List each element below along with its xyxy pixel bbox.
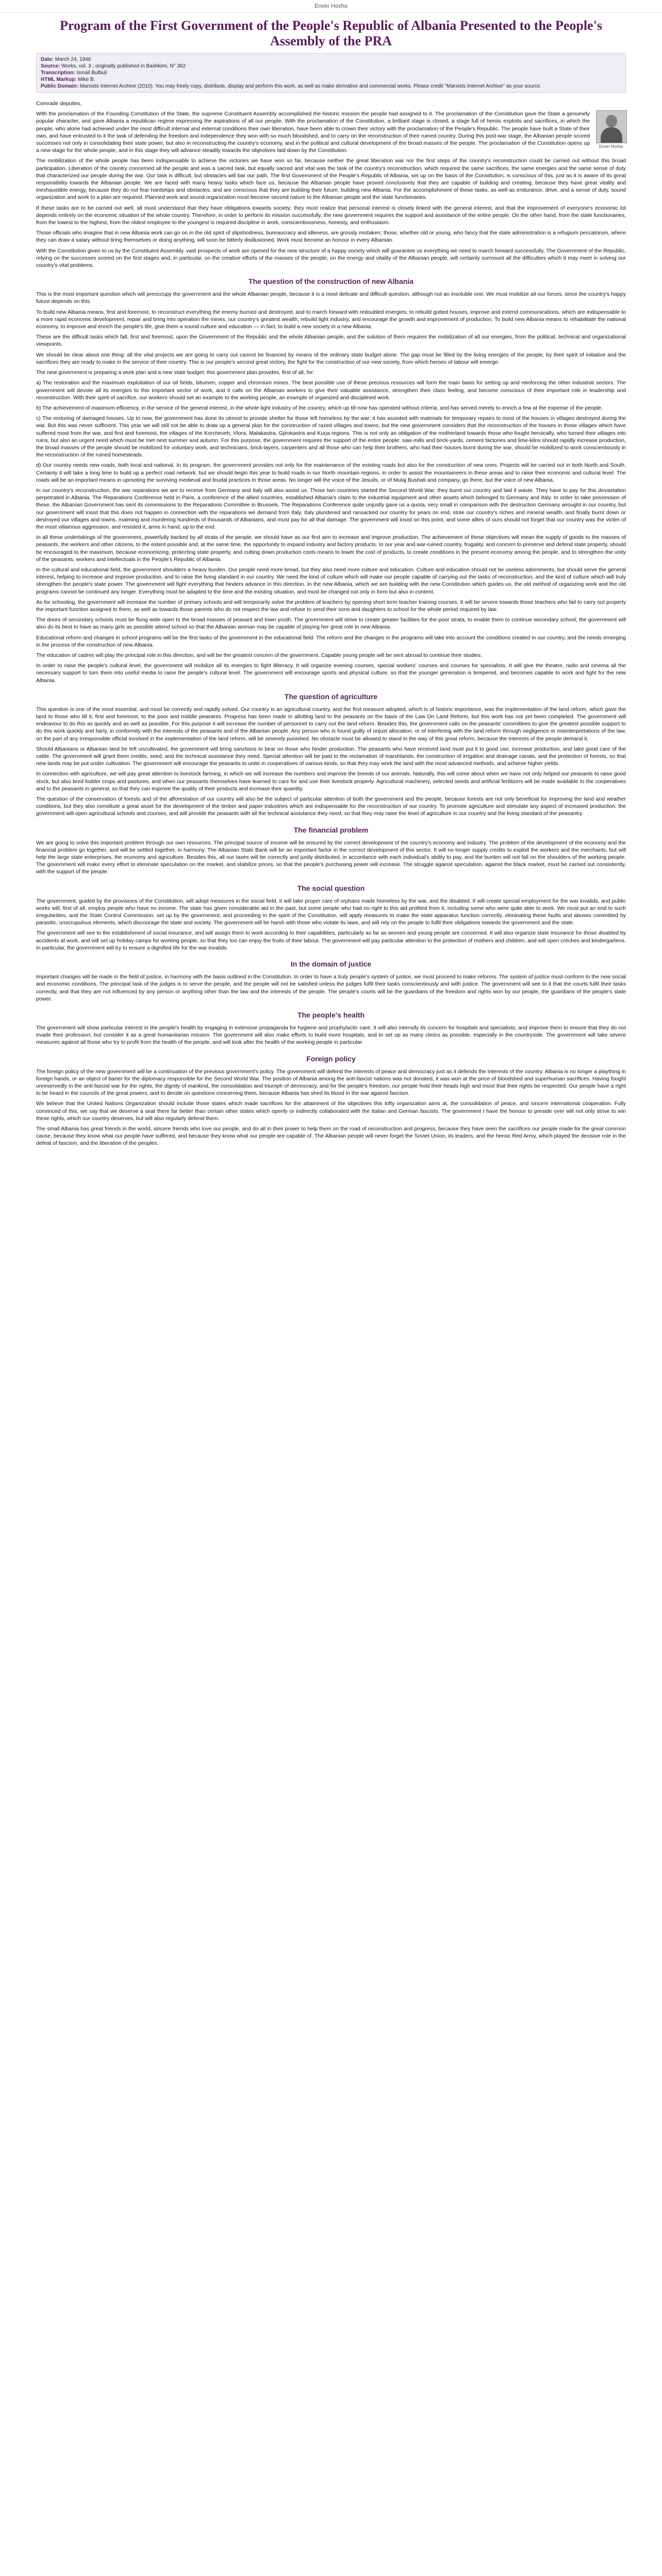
paragraph: With the Constitution given to us by the Constituent Assembly, vast prospects of work are opened for the new structure of a happy society which will guarantee us everything we need to march forward successfully. The Government of the Republic, relying on the successes scored on the first stages and, in particular, on the creative efforts of the masses of the people, on the energy and vitality of the Albanian people, will certainly surmount all the difficulties which it may meet in solving our country's vital problems.	[36, 247, 626, 269]
paragraph: The small Albania has great friends in the world, sincere friends who love our people, and do all in their power to help them on the road of reconstruction and progress, because they have seen the sacrifices our people made for the great common cause, because they know what our people have suffered, and because they know what our people are capable of. The Albanian people will never forget the Soviet Union, its leaders, and the heroic Red Army, which played the decisive role in the defeat of fascism, and the liberation of the peoples.	[36, 1125, 626, 1147]
paragraph: The doors of secondary schools must be flung wide open to the broad masses of peasant and town youth. The government will strive to create greater facilities for the poor strata, to enable them to continue secondary school; the government will also do its best to have as many girls as possible attend school so that the Albanian woman may be capable of playing her great role in new Albania.	[36, 617, 626, 631]
section-heading: Foreign policy	[306, 1054, 356, 1063]
author-portrait	[596, 110, 626, 149]
paragraph: In the cultural and educational field, the government shoulders a heavy burden. Our people need more bread, but they also need more culture and education. Culture and education should not be useless adornments, but should serve the general interest, helping to increase and improve production, and to raise the living standard in our country. We need the kind of culture which will make our people capable of carrying out the tasks of reconstruction, and the kind of culture which will truly strengthen the people's state power. The government will fight everything that hinders advance in this direction. In the new Albania, which we are building with the new Constitution which guides us, the old method of organizing work and the old programs cannot be continued any longer. Everything must be adapted to the time and the existing situation, and must be changed not only in form but also in content.	[36, 566, 626, 595]
paragraph: Important changes will be made in the field of justice, in harmony with the basis outlined in the Constitution. In order to have a truly people's system of justice, we must proceed to make reforms. The system of justice must conform to the new social and economic conditions. The principal task of the judges is to serve the people, and the people will not be satisfied unless the judges fulfil their tasks conscientiously and with justice. The government will see to it that the courts fulfil their tasks correctly, and that they are not influenced by any person or anything other than the law and the interests of the people. The people's courts will be the guardians of the freedom and rights won by our people, the guardians of the people's state power.	[36, 974, 626, 1002]
paragraph: The new government is preparing a work plan and a new state budget; this government plan provides, first of all, for:	[36, 369, 315, 376]
paragraph: Should Albanians or Albanian land be left uncultivated, the government will bring sanctions to bear on those who hinder production. The peasants who have received land must put it to good use, increase production, and take good care of the cattle. The government will grant them credits, seed, and the technical assistance they need. Special attention will be paid to the reclamation of marshlands, the construction of irrigation and drainage canals, and the protection of forests, so that new lands may be put under cultivation. The government will encourage the peasants to unite in cooperatives of various kinds, so that they may work the land with the most advanced methods, and achieve higher yields.	[36, 745, 626, 767]
meta-source: Source: Works, vol. 3 ; originally published in Bashkimi, N° 362	[41, 63, 186, 69]
paragraph: c) The restoring of damaged houses. Up to now, the government has done its utmost to provide shelter for those left homeless by the war; it has assisted with materials for temporary repairs to most of the houses in villages destroyed during the war. But this was never sufficient. This year we will still not be able to draw up a general plan for the construction of razed villages and towns, but the new government considers that the reconstruction of the houses in those villages which have suffered most from the war, and first and foremost, the villages of the Korcheveh, Vlora, Malakastra, Gjirokastra and Kurja regions. This is not only an obligation of the motherland towards those who fought heroically, who turned their villages into ruins, but also an urgent need which must be met next summer and autumn. For this purpose, the government requires the support of the entire people: saw-mills and brick-yards, cement factories and lime-kilns should rapidly increase production, the broad masses of the people should be mobilized for voluntary work, and technicians, brick-layers, carpenters and all those who can help their brothers, who had their houses burnt during the war, should be mobilized to work conscientiously in the reconstruction of the ruined homesteads.	[36, 415, 626, 459]
paragraph: The foreign policy of the new government will be a continuation of the previous government's policy. The government will defend the interests of peace and democracy just as it defends the interests of the country. Albania is no longer a plaything in foreign hands, or an object of barter for the diplomacy responsible for the Second World War. The position of Albania among the anti-fascist nations was not donated, it was won at the price of bloodshed and superhuman sacrifices. Having fought unreservedly in the anti-fascist war for the rights, the dignity of mankind, the consolidation and triumph of democracy, and for the people's freedom, our people hold their heads high and insist that their rights be respected. Our people have a right to be heard in the councils of the great powers, and to decide on questions concerning them, because Albania has shed its blood in the war against fascism.	[36, 1068, 626, 1097]
paragraph: Those officials who imagine that in new Albania work can go on in the old spirit of slipshodness, bureaucracy and idleness, are grossly mistaken; those, whether old or young, who fancy that the state administration is a refugium peccatorum, where they can draw a salary without tiring themselves or doing anything, will soon be bitterly disillusioned. Work must become an honour in every Albanian.	[36, 230, 626, 244]
paragraph: We are going to solve this important problem through our own resources. The principal source of income will be ensured by the correct development of the country's economy and industry. The problem of the development of the economy and the financial problem go together, and will be settled together, in harmony. The Albanian State Bank will be an important factor in the correct development of this sector. It will no longer supply credits to exploit the workers and the merchants, but will help the large state enterprises, the economy and agriculture. Besides this, all our taxes will be correctly and justly distributed, in accordance with each individual's ability to pay, and the burden will not fall on the shoulders of the working people. The government will make every effort to eliminate speculation on the market, and stabilize prices, so that the people's purchasing power will increase. The struggle against speculation, against the black market, must be carried out consistently, with the support of the people.	[36, 839, 626, 875]
section-heading: The financial problem	[293, 825, 369, 834]
paragraph: Educational reform and changes in school programs will be the first tasks of the government in the educational field. The reform and the changes in the programs will take into account the conditions created in our country, and the needs emerging in the process of the construction of new Albania.	[36, 634, 626, 648]
paragraph: d) Our country needs new roads, both local and national. In its program, the government provides not only for the maintenance of the existing roads but also for the construction of new ones. Projects will be carried out in both North and South. Certainly it will take a long time to build up a perfect road network, but we should begin this year to build roads in our North mountain regions, in order to assist the mountaineers in these areas and to raise their economic and cultural level. The roads will be an important means in uprooting the surviving medieval and feudal practices in those areas. No longer will the voice of the Jesuits, or of Mulaj Bushati and company, go there, but the voice of new Albania.	[36, 462, 626, 483]
paragraph: If these tasks are to be carried out well, all must understand that they have obligations towards society; they must realize that personal interest is closely linked with the general interest, and that the improvement of everyone's economic lot depends entirely on the economic situation of the whole country. Therefore, in order to perform its mission successfully, the new government requires the support and assistance of the entire people. On the other hand, from the state functionaries, from the lowest to the highest, from the oldest employee to the youngest is required discipline in work, conscientiousness, honesty, and enthusiasm.	[36, 205, 626, 226]
section-heading: In the domain of justice	[290, 960, 372, 969]
paragraph: We should be clear about one thing: all the vital projects we are going to carry out cannot be financed by means of the ordinary state budget alone. The gap must be filled by the living energies of the people, by their spirit of initiative and the sacrifices they are ready to make in the service of their country. This is our people's second great victory, the fight for the construction of our new society, from which heroes of labour will emerge.	[36, 351, 626, 365]
section-heading: The people's health	[297, 1010, 365, 1019]
paragraph: The government will show particular interest in the people's health by engaging in extensive propaganda for hygiene and prophylactic care. It will also intensify its concern for hospitals and specialists, and improve them to ensure that they do not evade their profession, but consider it as a great humanitarian mission. The government will also make efforts to build more hospitals, and to set up as many clinics as possible, especially in the countryside. The government will take severe measures against all those who try to profit from the health of the people, and will look after the health of the working people in particular.	[36, 1024, 626, 1046]
paragraph: The education of cadres will play the principal role in this direction, and will be the greatest concern of the government. Capable young people will be sent abroad to continue their studies.	[36, 652, 483, 658]
meta-date: Date: March 24, 1946	[41, 57, 91, 62]
paragraph: The government will see to the establishment of social insurance, and will assign them to work according to their capabilities, particularly as far as women and young people are concerned. It will also organize state insurance for those disabled by accidents at work, and will set up holiday camps for working people, so that they too can enjoy the fruits of their labour. The government will pay particular attention to the protection of mothers and children, and will open crèches and kindergartens. In particular, the government will try to ensure a dignified life for the war invalids.	[36, 930, 626, 951]
paragraph: These are the difficult tasks which fall, first and foremost, upon the Government of the Republic and the whole Albanian people, and the solution of them requires the mobilization of all our energies, from the political, technical and organizational viewpoints.	[36, 334, 626, 348]
article	[0, 18, 662, 1147]
paragraph: As for schooling, the government will increase the number of primary schools and will temporarily solve the problem of teachers by opening short term teacher training courses. It will be severe towards those teachers who fail to carry out properly the important function assigned to them, as well as towards those parents who do not respect the law and refuse to send their sons and daughters to school for the whole period required by law.	[36, 599, 626, 613]
portrait-photo	[596, 110, 627, 143]
section-heading: The question of agriculture	[284, 692, 378, 701]
paragraph: This is the most important question which will preoccupy the government and the whole Albanian people, because it is a most delicate and difficult question, although not an insoluble one. We must mobilize all our forces, since the country's happy future depends on this.	[36, 291, 626, 305]
portrait-caption: Enver Hoxha	[599, 144, 623, 149]
paragraph: In all these undertakings of the government, powerfully backed by all strata of the people, we should have as our first aim to increase and improve production. The achievement of these objectives will mean the supply of goods to the masses of peasants, the workers and other citizens, to the extent possible and, at the same time, the opportunity to expand industry and factory products. In our year and war-ruined country, frugality, and concern to preserve and defend state property, should be encouraged to the maximum, because economizing, protecting state property, and cutting down production costs means to lower the cost of products, to create conditions in the present economy among the people, and to strengthen the unity of the peasants, workers and intellectuals in the People's Republic of Albania.	[36, 534, 626, 563]
paragraph: With the proclamation of the Founding Constitution of the State, the supreme Constituent Assembly accomplished the historic mission the people had assigned to it. The proclamation of the Constitution gave the State a genuinely popular character, and gave Albania a republican regime expressing the aspirations of all our people. With the proclamation of the Constitution, a brilliant stage is closed, a stage full of heroic exploits and sacrifices, in which the people, who alone had achieved under the most difficult internal and external conditions their own liberation, have been able to crown their victory with the proclamation of the People's Republic. The people have built a State of their own, and have entrusted to it the task of defending the freedom and independence they won with so much bloodshed, and to carry on the reconstruction of their ruined country. During this post-war stage, the Albanian people scored successes not only in consolidating their state power, but also in reconstructing the country's economy, and in the political and cultural development of the broad masses of the people. The proclamation of the Constitution opens up a new stage for the whole people, and in this stage they will advance steadily towards the objectives laid down by the Constitution.	[36, 111, 590, 154]
paragraph: In connection with agriculture, we will pay great attention to livestock farming, in which we will increase the numbers and improve the breeds of our animals. Naturally, this will come about when we have not only helped our peasants to raise good stock, but also bred fodder crops and pastures, and when our peasants themselves have learned to care for and use their livestock properly. Agricultural machinery, selected seeds and artificial fertilizers will be made available to the cooperatives and to the peasants in general, so that they can improve the quality of their products and increase their quantity.	[36, 771, 626, 792]
section-heading: The social question	[297, 884, 365, 892]
meta-public-domain: Public Domain: Marxists Internet Archive (2010). You may freely copy, distribute, display and perform this work; as well as make derivative and commercial works. Please credit "Marxists Internet Archive" as your source.	[41, 83, 542, 89]
page-title: Program of the First Government of the People's Republic of Albania Presented to the People's Assembly of the PRA	[60, 18, 602, 48]
paragraph: We believe that the United Nations Organization should include those states which made sacrifices for the attainment of the objectives this lofty organization aims at, the consolidation of peace, and sincere international cooperation. Fully convinced of this, we say that we deserve a seat there far better than certain other states which openly or indirectly collaborated with the Italian and German fascists. The government I have the honour to preside over will not only strive to win these rights, which our country deserves, but will also regularly defend them.	[36, 1100, 626, 1122]
meta-transcription: Transcription: Ismail Bulbuli	[41, 70, 107, 76]
metadata-box	[36, 53, 626, 93]
meta-html-markup: HTML Markup: Mike B.	[41, 77, 95, 82]
paragraph: The question of the conservation of forests and of the afforestation of our country will also be the subject of particular attention of both the government and the people, because forests are not only beneficial for improving the land and weather conditions, but they also constitute a great asset for the development of the timber and paper industries which are indispensable for the reconstruction of our country. To promote agriculture and stimulate any aspect of increased production, the government will open agricultural schools and courses, and will provide the peasants with all the technical assistance they need, so that they may raise the level of agriculture in our country and the living standard of the peasantry.	[36, 796, 626, 817]
paragraph: The government, guided by the provisions of the Constitution, will adopt measures in the social field. It will take proper care of orphans made homeless by the war, and the disabled. It will create special employment for the war invalids, and public works will, first of all, employ people who have no income. The state has given considerable aid in the past, but some people who had no right to this aid profited from it, including some who were quite able to work. We must put an end to such irregularities, and the State Control Commission, set up by the government, and proceeding in the spirit of the Constitution, will apply measures to make the state apparatus function correctly, eliminating these faults and abuses committed by parasitic, unscrupulous elements, which discourage the state and society. The government will be harsh with those who violate its laws, and will rely on the people to fulfil their obligations towards the government and the state.	[36, 897, 626, 926]
article-body	[36, 100, 626, 1147]
author-header: Enver Hoxha	[0, 0, 662, 13]
paragraph: Comrade deputies,	[36, 100, 82, 107]
paragraph: This question is one of the most essential, and must be correctly and rapidly solved. Our country is an agricultural country, and the first measure adopted, which is of historic importance, was the implementation of the land reform, which gave the land to those who till it, first and foremost, to the poor and middle peasants. Progress has been made in allotting land to the peasants on the basis of the Law On Land Reform, but this work has not yet been completed. The government will endeavour to do this as quickly and as well as possible. For this purpose it will increase the number of personnel to carry out the land reform. Besides this, the government calls on the peasants' committees to give the greatest possible support to do this work quickly and fairly, in conformity with the interests of the peasants and of the Albanian people. Any person who is found guilty of unjust allocation, or of interfering with the land reform through negligence or misinterpretations of the law, on the part of any irresponsible official involved in the implementation of the land reform, will be severely punished. No obstacle must be allowed to stand in the way of this great reform, because the interests of the people demand it.	[36, 706, 626, 742]
paragraph: a) The restoration and the maximum exploitation of our oil fields, bitumen, copper and chromium mines. The best possible use of these precious resources will form the main basis for setting up and reinforcing the other industrial sectors. The government will devote all its energies to this important sector of work, and it calls on the Albanian workers to give their valuable assistance, strengthen their class feeling, and become conscious of their important role in leadership and reconstruction. With their spirit of sacrifice, our workers should set an example to the working people, an example of organized and disciplined work.	[36, 380, 626, 401]
paragraph: The mobilization of the whole people has been indispensable to achieve the victories we have won so far, because neither the great liberation war nor the first steps of the country's reconstruction could be carried out without this broad participation. Liberation of the country concerned all the people and was a sacred task, but equally sacred and vital was the task of the country's reconstruction, which required the same sacrifices, the same energies and the same sense of duty that characterized our people during the war. Our task is difficult, but obstacles will bar our path. The first Government of the People's Republic of Albania, set up on the basis of the Constitution, is conscious of this, just as it is aware of its great responsibility towards the Albanian people. We are faced with many heavy tasks which face us, because the Albanian people have proved conclusively that they are capable of building and creating, because they have great vitality and inexhaustible energy, because they do not fear hardships and obstacles, and are conscious that they are building their future, building new Albania. For the accomplishment of these tasks, as well as endurance, drive, and a sense of duty, sound organization and work to a plan are required. Planned work and sound organization must become second nature to the Albanian people and the state functionaries.	[36, 158, 626, 201]
section-heading: The question of the construction of new Albania	[249, 277, 413, 286]
paragraph: b) The achievement of maximum efficiency, in the service of the general interest, in the whole light industry of the country, which up till now has operated without criteria, and has served merely to enrich a few at the expense of the people.	[36, 404, 603, 411]
paragraph: In our country's reconstruction, the war reparations we are to receive from Germany and Italy will also assist us. Those two countries started the Second World War; they burnt our country and laid it waste. They have to pay for this devastation perpetrated in Albania. The Reparations Conference held in Paris, a conference of the allied countries, established Albania's claim to the industrial equipment and other assets which belonged to Germany and Italy. In order to take possession of these, the Albanian Government has sent its commissions to the Reparations Committee in Brussels. The Reparations Conference quite unjustly gave us a quota, very small in comparison with the destruction Germany wrought in our country, but our government will insist that this does not happen in connection with the reparations we demand from Italy. Italy plundered and ransacked our country for years on end, stole our country's riches and mineral wealth, and finally burnt down or destroyed our villages and towns, maiming and murdering hundreds of thousands of Albanians, and must pay for all that damage. The government will insist on this point, and some allies of ours should not forget that our country was the victim of the most villainous aggression, and resisted it, arms in hand, up to the end.	[36, 487, 626, 530]
paragraph: In order to raise the people's cultural level, the government will mobilize all its energies to fight illiteracy. It will organize evening courses, special workers' courses and courses for specialists. It will give the theatre, radio and cinema all the necessary support to turn them into useful media to raise the people's cultural level. The government will encourage sports and physical culture, so that the younger generation is tempered, and becomes capable to work and fight for the new Albania.	[36, 663, 626, 684]
paragraph: To build new Albania means, first and foremost, to reconstruct everything the enemy burned and destroyed, and to march forward with redoubled energies; to rebuild gutted houses, improve and extend communications, which are indispensable to a more rapid economic development, repair and bring into operation the mines, our country's greatest wealth, rebuild light industry, and encourage the growth and improvement of production. To build new Albania means to rehabilitate the national economy, to improve and enrich the people's life, give them a sound culture and education — in fact, to build a new society in a new Albania.	[36, 309, 626, 330]
